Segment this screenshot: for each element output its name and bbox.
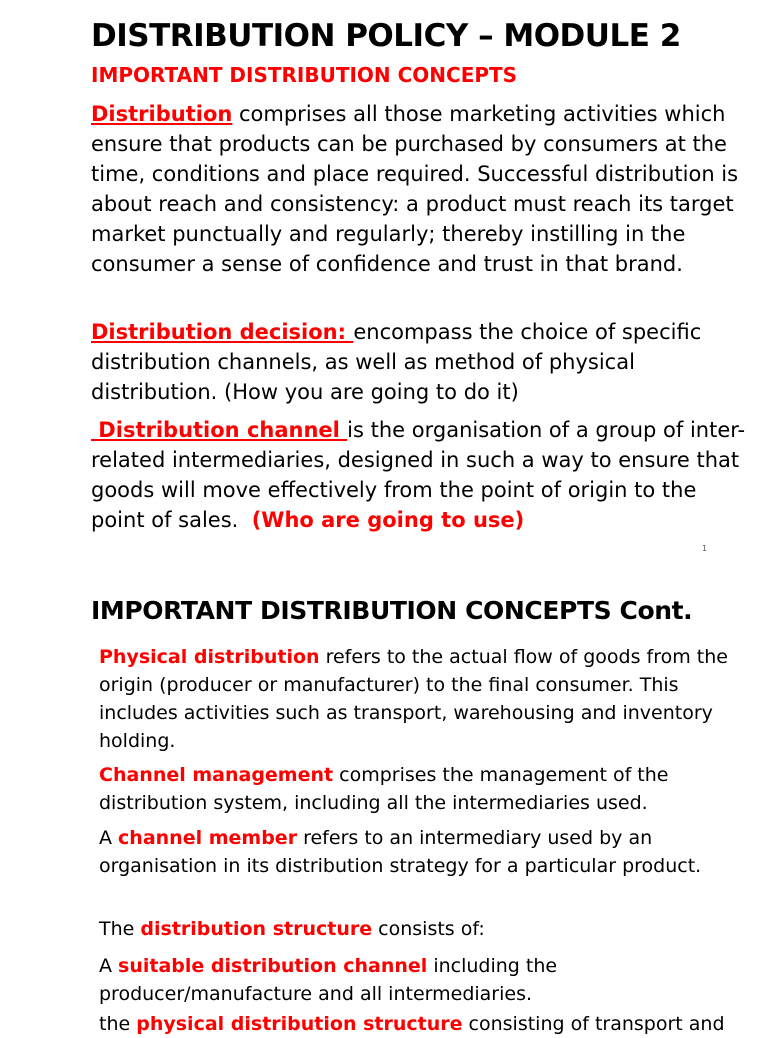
term-distribution-channel: Distribution channel	[91, 418, 348, 442]
term-distribution-decision: Distribution decision:	[91, 320, 354, 344]
definition-prefix: The	[99, 918, 141, 940]
term-suitable-distribution-channel: suitable distribution channel	[118, 955, 428, 977]
definition-prefix: A	[99, 955, 119, 977]
definition-text: consisting of transport and	[462, 1013, 725, 1035]
term-distribution-structure: distribution structure	[140, 918, 373, 940]
section-title-continued: IMPORTANT DISTRIBUTION CONCEPTS Cont.	[91, 596, 693, 625]
definition-prefix: the	[99, 1013, 137, 1035]
definition-text: comprises the management of the distribution system, including all the intermediaries used.	[99, 764, 669, 814]
section-subtitle: IMPORTANT DISTRIBUTION CONCEPTS	[91, 63, 518, 87]
definition-distribution-structure	[99, 915, 749, 943]
definition-text: is the organisation of a group of inter-related intermediaries, designed in such a way to ensure that goods will move effectively from the point of origin to the point of sales.	[91, 418, 746, 532]
definition-channel-member	[99, 824, 749, 880]
term-physical-distribution-structure: physical distribution structure	[136, 1013, 463, 1035]
definition-distribution-channel	[91, 415, 751, 535]
term-distribution: Distribution	[91, 102, 233, 126]
list-item-distribution-channel	[99, 952, 749, 1008]
definition-physical-distribution	[99, 643, 749, 755]
page-number: 1	[702, 544, 708, 553]
definition-text: consists of:	[372, 918, 485, 940]
definition-text: comprises all those marketing activities which ensure that products can be purchased by consumers at the time, conditions and place required. Successful distribution is about reach and consistency: a product must reach its target market punctually and regularly; thereby instilling in the consumer a sense of confidence and trust in that brand.	[91, 102, 739, 276]
term-physical-distribution: Physical distribution	[99, 646, 320, 668]
term-channel-management: Channel management	[99, 764, 334, 786]
definition-distribution	[91, 99, 751, 279]
definition-text: including the producer/manufacture and all intermediaries.	[99, 955, 558, 1005]
module-title: DISTRIBUTION POLICY – MODULE 2	[91, 18, 681, 54]
term-channel-member: channel member	[118, 827, 298, 849]
definition-text: refers to the actual flow of goods from the origin (producer or manufacturer) to the final consumer. This includes activities such as transport, warehousing and inventory holding.	[99, 646, 728, 752]
definition-distribution-decision	[91, 317, 751, 407]
definition-text: refers to an intermediary used by an organisation in its distribution strategy for a particular product.	[99, 827, 702, 877]
list-item-physical-structure	[99, 1010, 749, 1038]
definition-prefix: A	[99, 827, 119, 849]
definition-channel-management	[99, 761, 749, 817]
definition-text: encompass the choice of specific distribution channels, as well as method of physical distribution. (How you are going to do it)	[91, 320, 702, 404]
definition-note: (Who are going to use)	[251, 508, 525, 532]
